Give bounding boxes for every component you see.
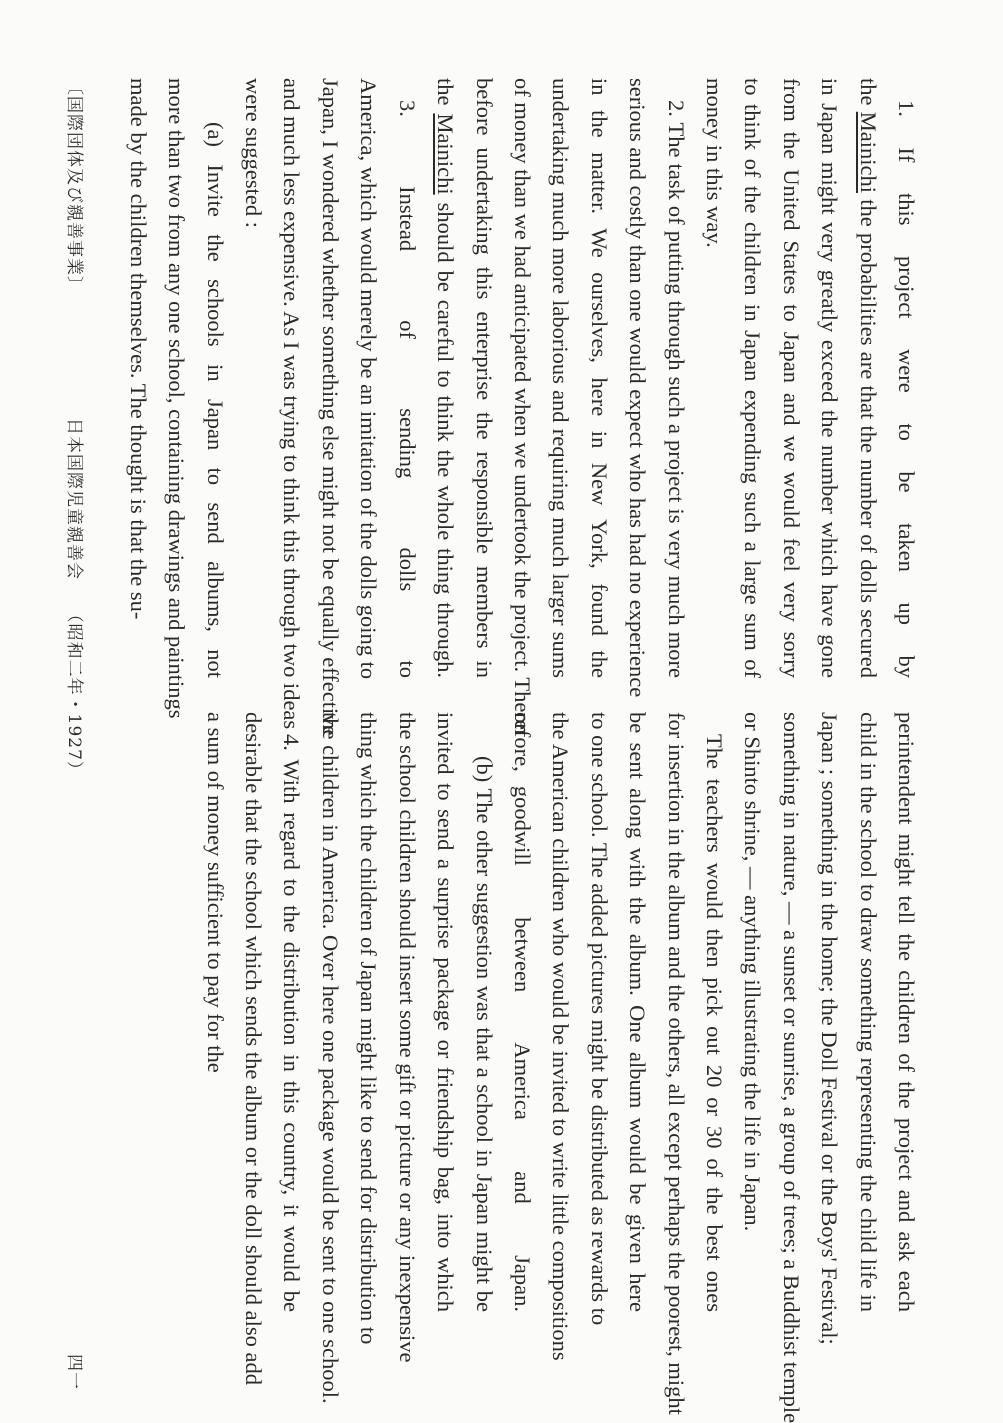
text-line: perintendent might tell the children of the project and ask each xyxy=(894,712,919,1312)
paragraph-6 xyxy=(503,712,733,1415)
text-line: from the United States to Japan and we would feel very sorry xyxy=(778,78,804,678)
text-line: serious and costly than one would expect who has had no experience xyxy=(625,78,651,698)
text-line: (a) Invite the schools in Japan to send albums, not xyxy=(202,122,228,678)
text-line: the children in America. Over here one package would be sent to one school. xyxy=(317,712,343,1404)
text-line: 3. Instead of sending dolls to xyxy=(394,100,420,678)
left-column xyxy=(118,78,925,772)
text-line: in the matter. We ourselves, here in New York, found the xyxy=(586,78,612,678)
text-line: desirable that the school which sends the album or the doll should also add xyxy=(241,712,267,1385)
text-line: the Mainichi should be careful to think the whole thing through. xyxy=(433,78,459,678)
text-line: Japan ; something in the home; the Doll Festival or the Boys' Festival; xyxy=(817,712,843,1345)
text-line: in Japan might very greatly exceed the number which have gone xyxy=(817,78,843,678)
underlined-newspaper-name: Mainichi xyxy=(433,113,459,195)
paragraph-8 xyxy=(195,712,310,1385)
text-line: thing which the children of Japan might like to send for distribution to xyxy=(356,712,382,1345)
text-line: Japan, I wondered whether something else might not be equally effective xyxy=(317,78,343,736)
text-line: 4. With regard to the distribution in this country, it would be xyxy=(279,734,305,1312)
right-column xyxy=(195,712,925,1423)
text-line: on goodwill between America and Japan. xyxy=(509,712,535,1312)
paragraph-2 xyxy=(426,78,695,772)
text-line: were suggested : xyxy=(241,78,267,228)
text-line: a sum of money sufficient to pay for the xyxy=(202,712,228,1073)
text-line: for insertion in the album and the others, all except perhaps the poorest, might xyxy=(663,712,689,1415)
text-line: 1. If this project were to be taken up by xyxy=(894,100,919,678)
text-line: before undertaking this enterprise the responsible members in xyxy=(471,78,497,678)
text-line: undertaking much more laborious and requiring much larger sums xyxy=(548,78,574,678)
page-number: 四一 xyxy=(64,1354,84,1390)
text-line: to one school. The added pictures might be distributed as rewards to xyxy=(586,712,612,1326)
text-line: The teachers would then pick out 20 or 30 of the best ones xyxy=(701,734,727,1312)
text-line: more than two from any one school, containing drawings and paintings xyxy=(164,78,190,719)
text-line: made by the children themselves. The thought is that the su- xyxy=(125,78,151,620)
text-line: be sent along with the album. One album would be given here xyxy=(625,712,651,1312)
text-line: America, which would merely be an imitation of the dolls going to xyxy=(356,78,382,680)
text-line: 2. The task of putting through such a project is very much more xyxy=(663,100,689,678)
text-line: invited to send a surprise package or friendship bag, into which xyxy=(433,712,459,1312)
paragraph-4 xyxy=(118,78,233,719)
text-line: or Shinto shrine, — anything illustrating the life in Japan. xyxy=(740,712,766,1232)
text-line: to think of the children in Japan expending such a large sum of xyxy=(740,78,766,678)
paragraph-5 xyxy=(733,712,925,1423)
text-line: something in nature, — a sunset or sunrise, a group of trees; a Buddhist temple xyxy=(778,712,804,1423)
paragraph-7 xyxy=(311,712,503,1404)
text-line: the school children should insert some gift or picture or any inexpensive xyxy=(394,712,420,1363)
text-line: of money than we had anticipated when we undertook the project. Therefore, xyxy=(509,78,535,772)
paragraph-1 xyxy=(695,78,925,678)
underlined-newspaper-name: Mainichi xyxy=(855,111,881,193)
paragraph-3 xyxy=(234,78,426,736)
text-line: (b) The other suggestion was that a school in Japan might be xyxy=(471,756,497,1312)
text-line: money in this way. xyxy=(701,78,727,248)
footer-organization-date xyxy=(64,418,89,779)
footer-date: （昭和二年・1927） xyxy=(64,605,84,779)
footer-organization: 日本国際児童親善会 xyxy=(64,418,84,580)
text-line: and much less expensive. As I was trying to think this through two ideas xyxy=(279,78,305,730)
text-line: child in the school to draw something representing the child life in xyxy=(855,712,881,1312)
text-line: the American children who would be invited to write little compositions xyxy=(548,712,574,1361)
text-line: the Mainichi the probabilities are that the number of dolls secured xyxy=(855,78,881,678)
footer-section: 〔国際団体及び親善事業〕 xyxy=(64,78,84,294)
